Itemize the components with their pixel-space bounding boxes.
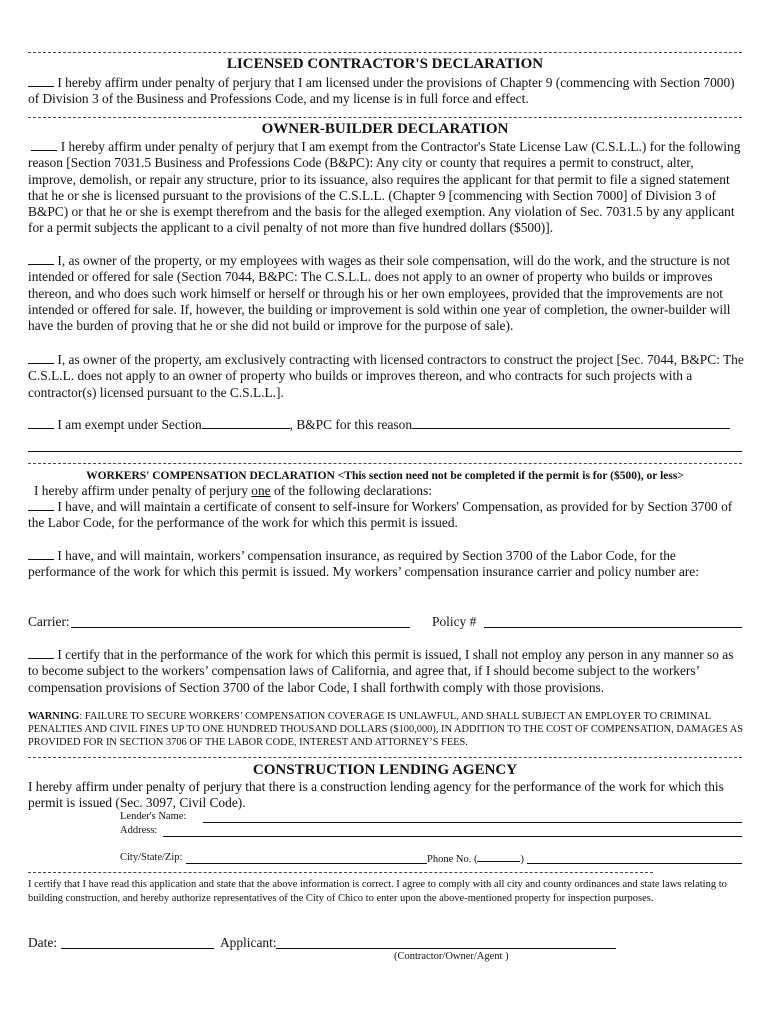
workers-warning [28,710,744,749]
phone-label: Phone No. ( ) [427,854,524,865]
workers-text-3: I certify that in the performance of the work for which this permit is issued, I shall not employ any person in any manner so as to become subject to the workers’ compensation laws of California, and agree that, if I should become subject to the workers’ compensation provisions of Section 3700 of the labor Code, I shall forthwith comply with those provisions. [28,647,734,695]
workers-checkbox-3[interactable] [28,647,54,659]
lender-address-field[interactable] [163,836,742,837]
owner-text-2: I, as owner of the property, or my employees with wages as their sole compensation, will do the work, and the structure is not intended or offered for sale (Section 7044, B&PC: The C.S.L.L. does not apply to an owner of property who builds or improves thereon, and who does such work himself or herself or through his or her own employees, provided that the improvements are not intended or offered for sale. If, however, the building or improvement is sold within one year of completion, the owner-builder will have the burden of proving that he or she did not build or improve for the purpose of sale). [28,253,731,334]
owner-text-3: I, as owner of the property, am exclusively contracting with licensed contractors to construct the project [Sec. 7044, B&PC: The C.S.L.L. does not apply to an owner of property who builds or improves thereon, and who contracts for such projects with a contractor(s) licensed pursuant to the C.S.L.L.]. [28,352,744,400]
city-state-zip-field[interactable] [186,863,427,864]
exempt-checkbox[interactable] [28,417,54,429]
policy-field[interactable] [484,627,742,628]
phone-area-field[interactable] [477,852,520,862]
applicant-role-caption: (Contractor/Owner/Agent ) [394,951,509,962]
workers-checkbox-2[interactable] [28,548,54,560]
owner-heading: OWNER-BUILDER DECLARATION [261,121,509,137]
applicant-field[interactable] [276,948,616,949]
lender-address-label: Address: [120,825,158,836]
warning-text: : FAILURE TO SECURE WORKERS’ COMPENSATION COVERAGE IS UNLAWFUL, AND SHALL SUBJECT AN EMPLOYER TO CRIMINAL PENALTIES AND CIVIL FINES UP TO ONE HUNDRED THOUSAND DOLLARS ($100,000), IN ADDITION TO THE COST OF COMPENSATION, DAMAGES AS PROVIDED FOR IN SECTION 3706 OF THE LABOR CODE, INTEREST AND ATTORNEY’S FEES. [28,711,744,748]
exempt-line [28,417,744,433]
carrier-field[interactable] [71,627,410,628]
workers-heading: WORKERS' COMPENSATION DECLARATION <This section need not be completed if the permit is for ($500), or less> [86,470,684,482]
divider-top [28,52,742,53]
owner-statement-2 [28,253,744,334]
divider-workers [28,463,742,464]
owner-statement-1 [28,139,744,237]
divider-lending [28,757,742,758]
workers-text-2: I have, and will maintain, workers’ compensation insurance, as required by Section 3700 of the Labor Code, for the performance of the work for which this permit is issued. My workers’ compensation insurance carrier and policy number are: [28,548,699,580]
workers-intro: I hereby affirm under penalty of perjury one of the following declarations: [34,483,433,498]
owner-checkbox-1[interactable] [31,139,57,151]
lending-heading: CONSTRUCTION LENDING AGENCY [252,762,518,778]
date-label: Date: [28,935,57,950]
date-field[interactable] [61,948,214,949]
lender-name-field[interactable] [203,822,742,823]
workers-intro-one: one [251,483,271,498]
exempt-label: I am exempt under Section [57,417,202,432]
exempt-reason-field-2[interactable] [28,451,742,452]
workers-text-1: I have, and will maintain a certificate of consent to self-insure for Workers' Compensation, as provided for by Section 3700 of the Labor Code, for the performance of the work for which this permit is issued. [28,499,733,531]
licensed-checkbox-line[interactable] [28,75,54,87]
workers-statement-3 [28,647,744,696]
workers-checkbox-1[interactable] [28,499,54,511]
warning-label: WARNING [28,711,80,722]
owner-text-1: I hereby affirm under penalty of perjury that I am exempt from the Contractor's State License Law (C.S.L.L.) for the following reason [Section 7031.5 Business and Professions Code (B&PC): Any city or county that requires a permit to construct, alter, improve, demolish, or repair any structure, prior to its issuance, also requires the applicant for that permit to file a signed statement that he or she is licensed pursuant to the provisions of the C.S.L.L. (Chapter 9 [commencing with Section 7000] of Division 3 of B&PC) or that he or she is exempt therefrom and the basis for the alleged exemption. Any violation of Sec. 7031.5 by any applicant for a permit subjects the applicant to a civil penalty of not more than five hundred dollars ($500)]. [28,139,741,236]
licensed-statement [28,75,744,108]
phone-number-field[interactable] [527,863,742,864]
workers-statement-2 [28,548,744,581]
city-state-zip-label: City/State/Zip: [120,852,183,863]
applicant-label: Applicant: [220,935,277,950]
licensed-text: I hereby affirm under penalty of perjury that I am licensed under the provisions of Chapter 9 (commencing with Section 7000) of Division 3 of the Business and Professions Code, and my license is in full force and effect. [28,75,735,107]
policy-label: Policy # [432,614,477,629]
lending-statement: I hereby affirm under penalty of perjury that there is a construction lending agency for the performance of the work for which this permit is issued (Sec. 3097, Civil Code). [28,779,724,811]
workers-statement-1 [28,499,744,532]
lender-name-label: Lender's Name: [120,811,187,822]
exempt-reason-label: , B&PC for this reason [289,417,413,432]
divider-owner [28,117,742,118]
carrier-label: Carrier: [28,614,70,629]
owner-checkbox-3[interactable] [28,352,54,364]
exempt-section-field[interactable] [202,417,290,429]
licensed-heading: LICENSED CONTRACTOR'S DECLARATION [226,56,544,72]
exempt-reason-field[interactable] [412,417,730,429]
owner-statement-3 [28,352,744,401]
divider-certify [28,872,653,873]
certify-statement: I certify that I have read this application and state that the above information is correct. I agree to comply with all city and county ordinances and state laws relating to building construction, and hereby authorize representatives of the City of Chico to enter upon the above-mentioned property for inspection purposes. [28,879,727,904]
owner-checkbox-2[interactable] [28,253,54,265]
